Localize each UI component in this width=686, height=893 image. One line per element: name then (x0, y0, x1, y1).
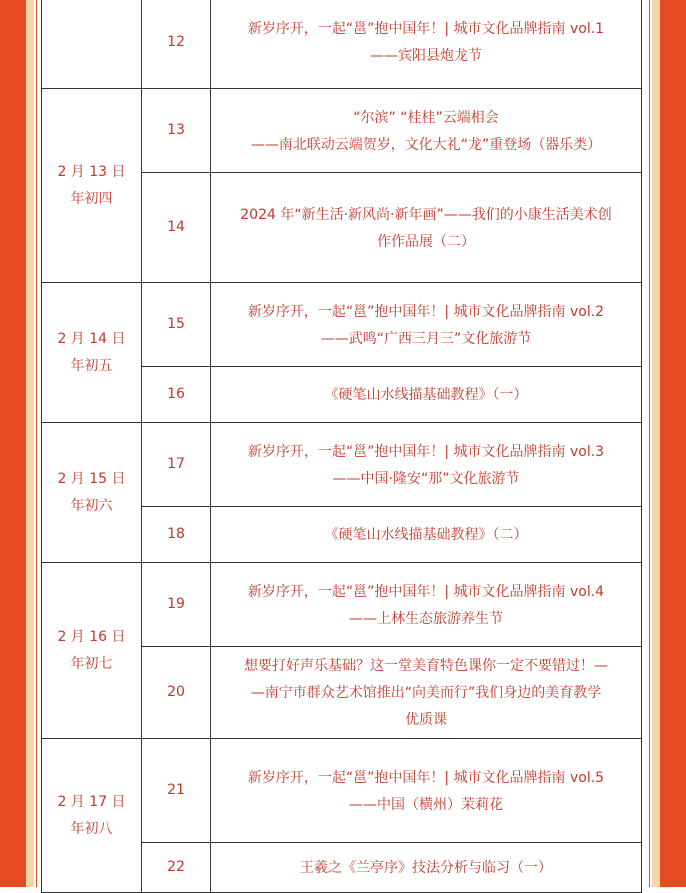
program-number: 21 (142, 739, 211, 843)
date-cell (42, 89, 142, 283)
program-title[interactable] (211, 423, 642, 507)
weekday-text: 年初六 (70, 497, 113, 514)
table-row (42, 89, 642, 173)
title-line: ——上林生态旅游养生节 (349, 610, 503, 627)
frame-left-trim (26, 0, 34, 887)
weekday-text: 年初八 (70, 820, 113, 837)
table-row (42, 0, 642, 89)
table-row (42, 563, 642, 647)
title-line: “尔滨” “桂桂”云端相会 (353, 109, 499, 126)
title-line: 2024 年“新生活·新风尚·新年画”——我们的小康生活美术创 (240, 206, 612, 223)
program-title[interactable] (211, 843, 642, 893)
table-row (42, 283, 642, 367)
date-text: 2 月 15 日 (57, 470, 126, 487)
program-title[interactable] (211, 0, 642, 89)
date-text: 2 月 14 日 (57, 330, 126, 347)
title-line: 《硬笔山水线描基础教程》（二） (324, 527, 528, 543)
title-line: —南宁市群众艺术馆推出“向美而行”我们身边的美育教学 (250, 685, 602, 701)
weekday-text: 年初七 (70, 655, 113, 672)
program-title[interactable] (211, 739, 642, 843)
title-line: 新岁序开，一起“邕”抱中国年！| 城市文化品牌指南 vol.4 (247, 583, 605, 600)
frame-right-trim (652, 0, 660, 887)
schedule-table (41, 0, 642, 893)
date-text: 2 月 13 日 (57, 163, 126, 180)
title-line: ——武鸣“广西三月三”文化旅游节 (320, 330, 532, 347)
weekday-text: 年初四 (70, 190, 113, 207)
title-line: 新岁序开，一起“邕”抱中国年！| 城市文化品牌指南 vol.5 (247, 769, 605, 786)
program-number: 15 (142, 283, 211, 367)
title-line: 新岁序开，一起“邕”抱中国年！| 城市文化品牌指南 vol.3 (247, 443, 605, 460)
program-title[interactable] (211, 173, 642, 283)
program-number: 14 (142, 173, 211, 283)
program-title[interactable] (211, 283, 642, 367)
title-line: 想要打好声乐基础？这一堂美育特色课你一定不要错过！— (244, 658, 608, 674)
program-number: 12 (142, 0, 211, 89)
title-line: 王羲之《兰亭序》技法分析与临习（一） (300, 860, 552, 876)
title-line: 优质课 (405, 712, 447, 728)
date-text: 2 月 17 日 (57, 793, 126, 810)
program-title[interactable] (211, 89, 642, 173)
table-row (42, 423, 642, 507)
frame-left-line (36, 0, 37, 887)
title-line: ——中国·隆安“那”文化旅游节 (332, 470, 520, 487)
title-line: ——中国（横州）茉莉花 (349, 796, 503, 813)
frame-left-border (0, 0, 26, 887)
date-cell (42, 739, 142, 893)
date-cell (42, 563, 142, 739)
program-number: 16 (142, 367, 211, 423)
program-title[interactable] (211, 563, 642, 647)
title-line: 《硬笔山水线描基础教程》（一） (324, 387, 528, 403)
date-cell (42, 423, 142, 563)
program-title[interactable] (211, 367, 642, 423)
frame-right-border (660, 0, 686, 887)
title-line: ——南北联动云端贺岁，文化大礼“龙”重登场（器乐类） (250, 136, 602, 153)
program-number: 20 (142, 647, 211, 739)
program-number: 17 (142, 423, 211, 507)
title-line: 新岁序开，一起“邕”抱中国年！| 城市文化品牌指南 vol.1 (247, 21, 605, 37)
program-number: 19 (142, 563, 211, 647)
title-line: ——宾阳县炮龙节 (370, 48, 482, 64)
weekday-text: 年初五 (70, 357, 113, 374)
frame-right-line (649, 0, 650, 887)
program-title[interactable] (211, 507, 642, 563)
table-row (42, 739, 642, 843)
program-number: 13 (142, 89, 211, 173)
date-text: 2 月 16 日 (57, 628, 126, 645)
program-number: 22 (142, 843, 211, 893)
program-title[interactable] (211, 647, 642, 739)
date-cell (42, 283, 142, 423)
title-line: 新岁序开，一起“邕”抱中国年！| 城市文化品牌指南 vol.2 (247, 303, 605, 320)
title-line: 作作品展（二） (377, 233, 475, 250)
date-cell (42, 0, 142, 89)
program-number: 18 (142, 507, 211, 563)
